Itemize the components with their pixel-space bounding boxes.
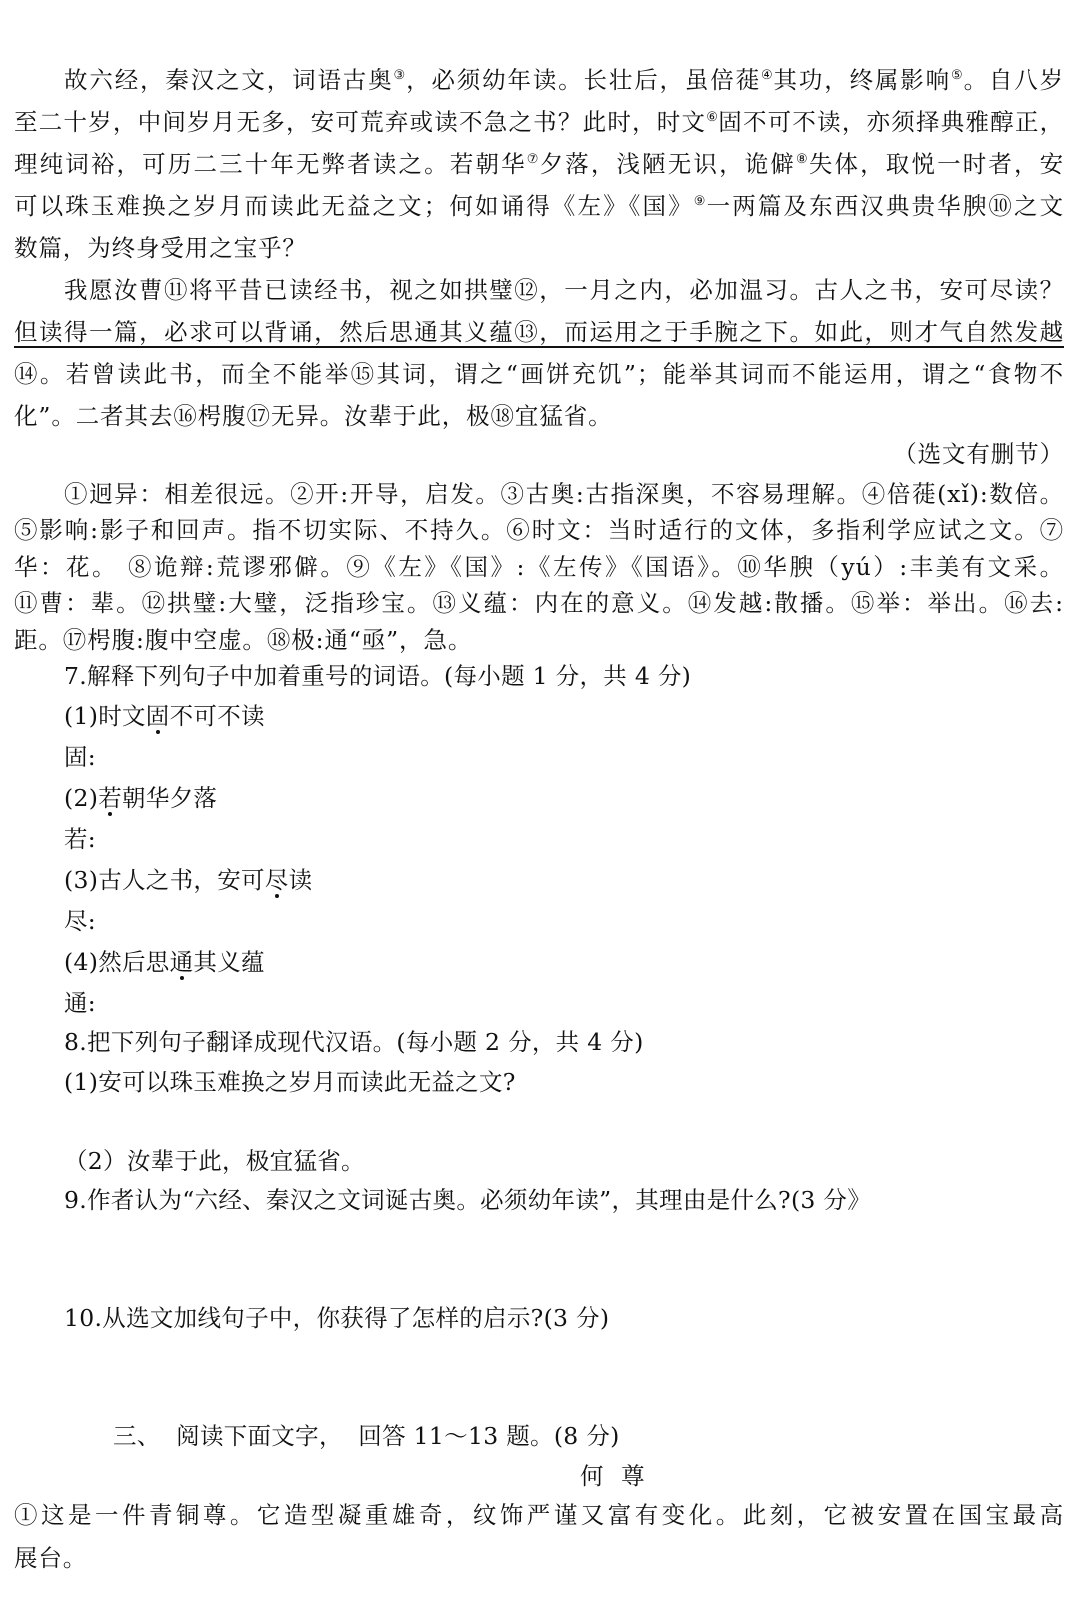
footnote-marker: ④	[760, 68, 774, 83]
emphasis-dot-char: 尽	[264, 866, 289, 894]
text-run: ，必须幼年读。长壮后，虽倍蓰	[406, 66, 761, 94]
footnote-marker: ③	[393, 68, 407, 83]
question-7-label-4: 通:	[64, 989, 97, 1017]
emphasis-dot-char: 通	[169, 948, 194, 976]
question-7-label-1: 固:	[64, 743, 97, 771]
section-3-p1-line-1: ①这是一件青铜尊。它造型凝重雄奇，纹饰严谨又富有变化。此刻，它被安置在国宝最高	[14, 1501, 1064, 1529]
question-7-item-2: (2)若朝华夕落	[64, 784, 218, 812]
passage-p1-line-5	[14, 230, 1064, 266]
passage-p1-line-2	[14, 104, 1064, 140]
footnote-marker: ⑦	[526, 152, 540, 167]
passage-p2-line-2-underlined	[14, 314, 1064, 350]
question-8-sentence-2: （2）汝辈于此，极宜猛省。	[64, 1147, 365, 1175]
question-8-sentence-1: (1)安可以珠玉难换之岁月而读此无益之文?	[64, 1068, 516, 1096]
question-7-item-1: (1)时文固不可不读	[64, 702, 265, 730]
text-run: 故六经，秦汉之文，词语古奥	[64, 66, 394, 94]
footnote-line-1: ①迥异：相差很远。②开:开导，启发。③古奥:古指深奥，不容易理解。④倍蓰(xǐ):数倍。	[64, 480, 1064, 508]
text-run: 夕落，浅陋无识，诡僻	[539, 150, 796, 178]
question-7-item-4: (4)然后思通其义蕴	[64, 948, 265, 976]
footnote-marker: ⑧	[796, 152, 809, 167]
footnote-marker: ⑨	[693, 194, 707, 209]
text-run: 可以珠玉难换之岁月而读此无益之文；何如诵得《左》《国》	[14, 192, 694, 220]
question-7-title: 7.解释下列句子中加着重号的词语。(每小题 1 分，共 4 分)	[64, 662, 692, 690]
section-3-header: 三、 阅读下面文字， 回答 11～13 题。(8 分)	[113, 1422, 620, 1450]
emphasis-dot-char: 固	[145, 702, 170, 730]
question-10: 10.从选文加线句子中，你获得了怎样的启示?(3 分)	[64, 1304, 610, 1332]
source-note: （选文有删节）	[893, 440, 1064, 468]
footnote-line-4: ⑪曹：辈。⑫拱璧:大璧，泛指珍宝。⑬义蕴：内在的意义。⑭发越:散播。⑮举：举出。⑯去:	[14, 589, 1064, 617]
question-8-title: 8.把下列句子翻译成现代汉语。(每小题 2 分，共 4 分)	[64, 1028, 644, 1056]
text-run: 数篇，为终身受用之宝乎？	[14, 234, 307, 262]
footnote-line-3: 华：花。 ⑧诡辩:荒谬邪僻。⑨《左》《国》:《左传》《国语》。⑩华腴（yú）:丰美有文采。	[14, 553, 1064, 581]
text-run: 失体，取悦一时者，安	[808, 150, 1065, 178]
footnote-marker: ⑤	[950, 68, 964, 83]
question-9: 9.作者认为“六经、秦汉之文词诞古奥。必须幼年读”，其理由是什么?(3 分》	[64, 1186, 872, 1214]
underlined-sentence: 但读得一篇，必求可以背诵，然后思通其义蕴⑬，而运用之于手腕之下。如此，则才气自然发越	[14, 318, 1064, 346]
question-7-label-3: 尽:	[64, 907, 97, 935]
text-run: 化”。二者其去⑯枵腹⑰无异。汝辈于此，极⑱宜猛省。	[14, 402, 613, 430]
text-run: 理纯词裕，可历二三十年无弊者读之。若朝华	[14, 150, 527, 178]
text-run: ⑭。若曾读此书，而全不能举⑮其词，谓之“画饼充饥”；能举其词而不能运用，谓之“食物不	[14, 360, 1064, 388]
text-run: 一两篇及东西汉典贵华腴⑩之文	[706, 192, 1064, 220]
text-run: 。自八岁	[963, 66, 1065, 94]
passage-p1-line-3	[14, 146, 1064, 182]
passage-p2-line-3	[14, 356, 1064, 392]
text-run: 固不可不读，亦须择典雅醇正，	[718, 108, 1065, 136]
question-7-item-3: (3)古人之书，安可尽读	[64, 866, 313, 894]
emphasis-dot-char: 若	[98, 784, 123, 812]
footnote-line-5: 距。⑰枵腹:腹中空虚。⑱极:通“亟”，急。	[14, 626, 473, 654]
passage-p2-line-1	[14, 272, 1064, 308]
text-run: 我愿汝曹⑪将平昔已读经书，视之如拱璧⑫，一月之内，必加温习。古人之书，安可尽读？	[64, 276, 1064, 304]
passage-p2-line-4	[14, 398, 1064, 434]
text-run: 其功，终属影响	[773, 66, 951, 94]
passage-p1-line-1	[14, 62, 1064, 98]
section-3-title: 何 尊	[580, 1462, 646, 1490]
footnote-marker: ⑥	[706, 110, 719, 125]
passage-p1-line-4	[14, 188, 1064, 224]
text-run: 至二十岁，中间岁月无多，安可荒弃或读不急之书？此时，时文	[14, 108, 707, 136]
section-3-p1-line-2: 展台。	[14, 1544, 88, 1572]
question-7-label-2: 若:	[64, 825, 97, 853]
footnote-line-2: ⑤影响:影子和回声。指不切实际、不持久。⑥时文：当时适行的文体，多指利学应试之文。⑦	[14, 516, 1064, 544]
